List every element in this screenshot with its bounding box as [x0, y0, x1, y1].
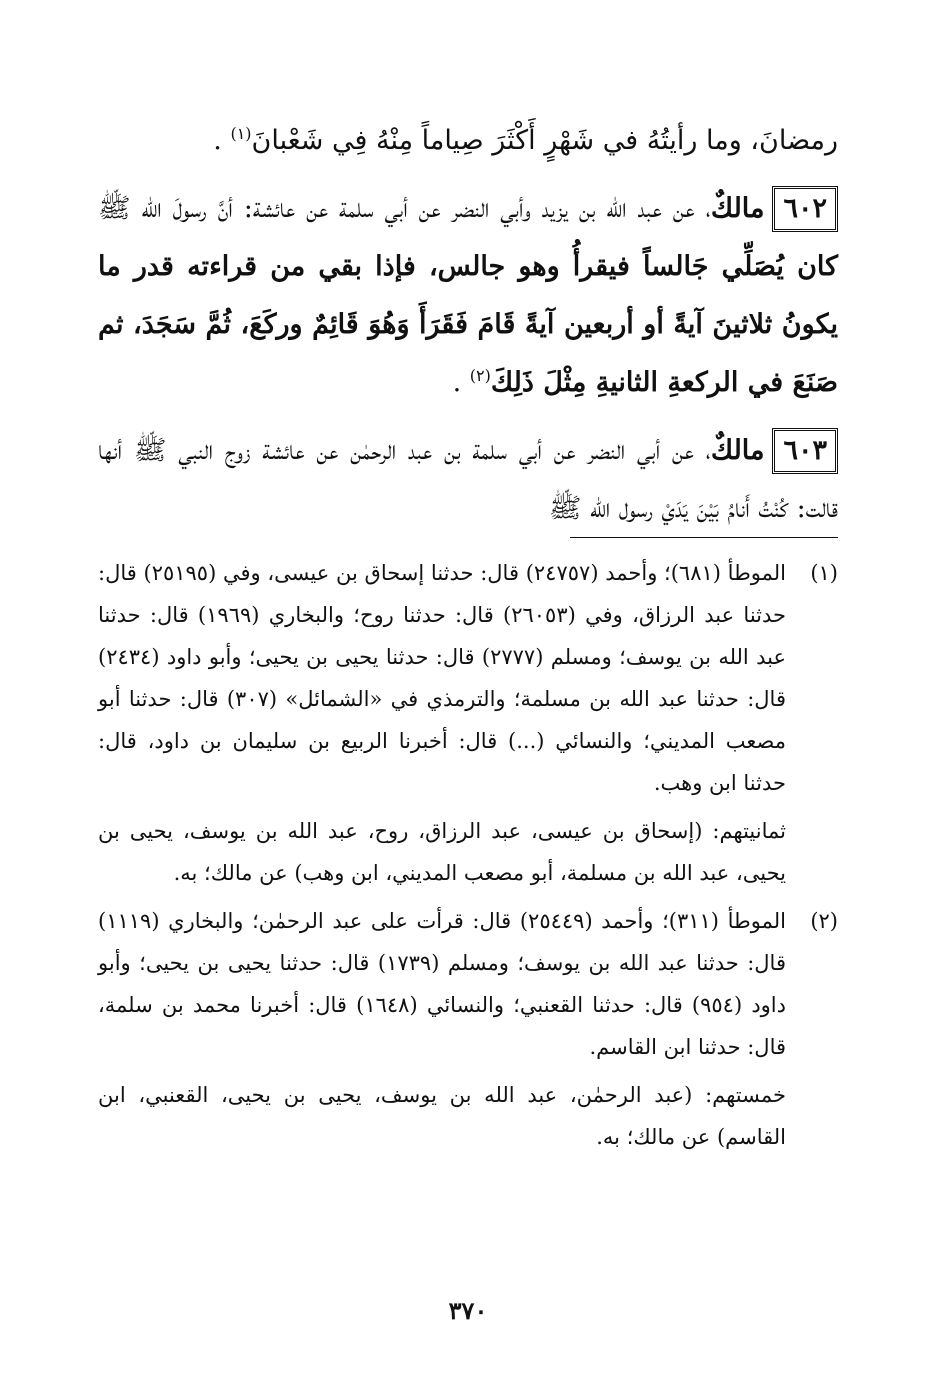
hadith-number-box: ٦٠٣	[772, 428, 838, 474]
page-number: ٣٧٠	[448, 1296, 488, 1325]
hadith-602	[98, 180, 838, 412]
footnote-summary: ثمانيتهم: (إسحاق بن عيسى، عبد الرزاق، روح، عبد الله بن يوسف، يحيى بن يحيى، عبد الله بن مسلمة، أبو مصعب المديني، ابن وهب) عن مالك؛ به.	[98, 819, 786, 885]
footnote-number: (١)	[810, 561, 838, 585]
footnote-summary: خمستهم: (عبد الرحمٰن، عبد الله بن يوسف، يحيى بن يحيى، القعنبي، ابن القاسم) عن مالك؛ به.	[98, 1083, 786, 1149]
hadith-chain: ، عن عبد الله بن يزيد وأبي النضر عن أبي سلمة عن عائشة: أنَّ رسولَ الله ﷺ	[98, 193, 711, 224]
footnote-number: (٢)	[810, 909, 838, 933]
hadith-number-box: ٦٠٢	[772, 186, 838, 232]
footnote-divider	[570, 537, 838, 538]
hadith-603	[98, 422, 838, 538]
hadith-narrator: مالكٌ	[710, 193, 765, 224]
hadith-matn: كان يُصَلِّي جَالساً فيقرأُ وهو جالس، فإذا بقي من قراءته قدر ما يكونُ ثلاثينَ آيةً أو أربعين آيةً قَامَ فَقَرَأَ وَهُوَ قَائِمٌ وركَعَ، ثُمَّ سَجَدَ، ثم صَنَعَ في الركعةِ الثانيةِ مِثْلَ ذَلِكَ	[98, 251, 838, 398]
opening-end: .	[213, 125, 222, 156]
opening-text: رمضانَ، وما رأيتُهُ في شَهْرٍ أَكْثَرَ صِياماً مِنْهُ فِي شَعْبانَ	[251, 125, 838, 156]
hadith-narrator: مالكٌ	[710, 435, 765, 466]
opening-paragraph	[98, 112, 838, 170]
footnote-body	[98, 900, 786, 1158]
footnotes	[98, 552, 838, 1158]
footnote-text: الموطأ (٣١١)؛ وأحمد (٢٥٤٤٩) قال: قرأت على عبد الرحمٰن؛ والبخاري (١١١٩) قال: حدثنا عبد الله بن يوسف؛ ومسلم (١٧٣٩) قال: حدثنا يحيى بن يحيى؛ وأبو داود (٩٥٤) قال: حدثنا القعنبي؛ والنسائي (١٦٤٨) قال: أخبرنا محمد بن سلمة، قال: حدثنا ابن القاسم.	[98, 909, 786, 1059]
footnote-ref-1[interactable]: (١)	[230, 124, 252, 143]
hadith-end: .	[452, 367, 462, 398]
footnote-2	[98, 900, 838, 1158]
footnote-text: الموطأ (٦٨١)؛ وأحمد (٢٤٧٥٧) قال: حدثنا إسحاق بن عيسى، وفي (٢٥١٩٥) قال: حدثنا عبد الرزاق، وفي (٢٦٠٥٣) قال: حدثنا روح؛ والبخاري (١٩٦٩) قال: حدثنا عبد الله بن يوسف؛ ومسلم (٢٧٧٧) قال: حدثنا يحيى بن يحيى؛ وأبو داود (٢٤٣٤) قال: حدثنا عبد الله بن مسلمة؛ والترمذي في «الشمائل» (٣٠٧) قال: حدثنا أبو مصعب المديني؛ والنسائي (...) قال: أخبرنا الربيع بن سليمان بن داود، قال: حدثنا ابن وهب.	[98, 561, 787, 795]
hadith-text: ، عن أبي النضر عن أبي سلمة بن عبد الرحمٰن عن عائشة زوج النبي ﷺ أنها قالت: كُنْتُ أَنامُ بَيْنَ يَدَيْ رسول الله ﷺ	[98, 435, 838, 524]
main-text	[98, 112, 838, 538]
footnote-1	[98, 552, 838, 894]
footnote-ref-2[interactable]: (٢)	[469, 366, 491, 385]
footnote-body	[98, 552, 786, 894]
